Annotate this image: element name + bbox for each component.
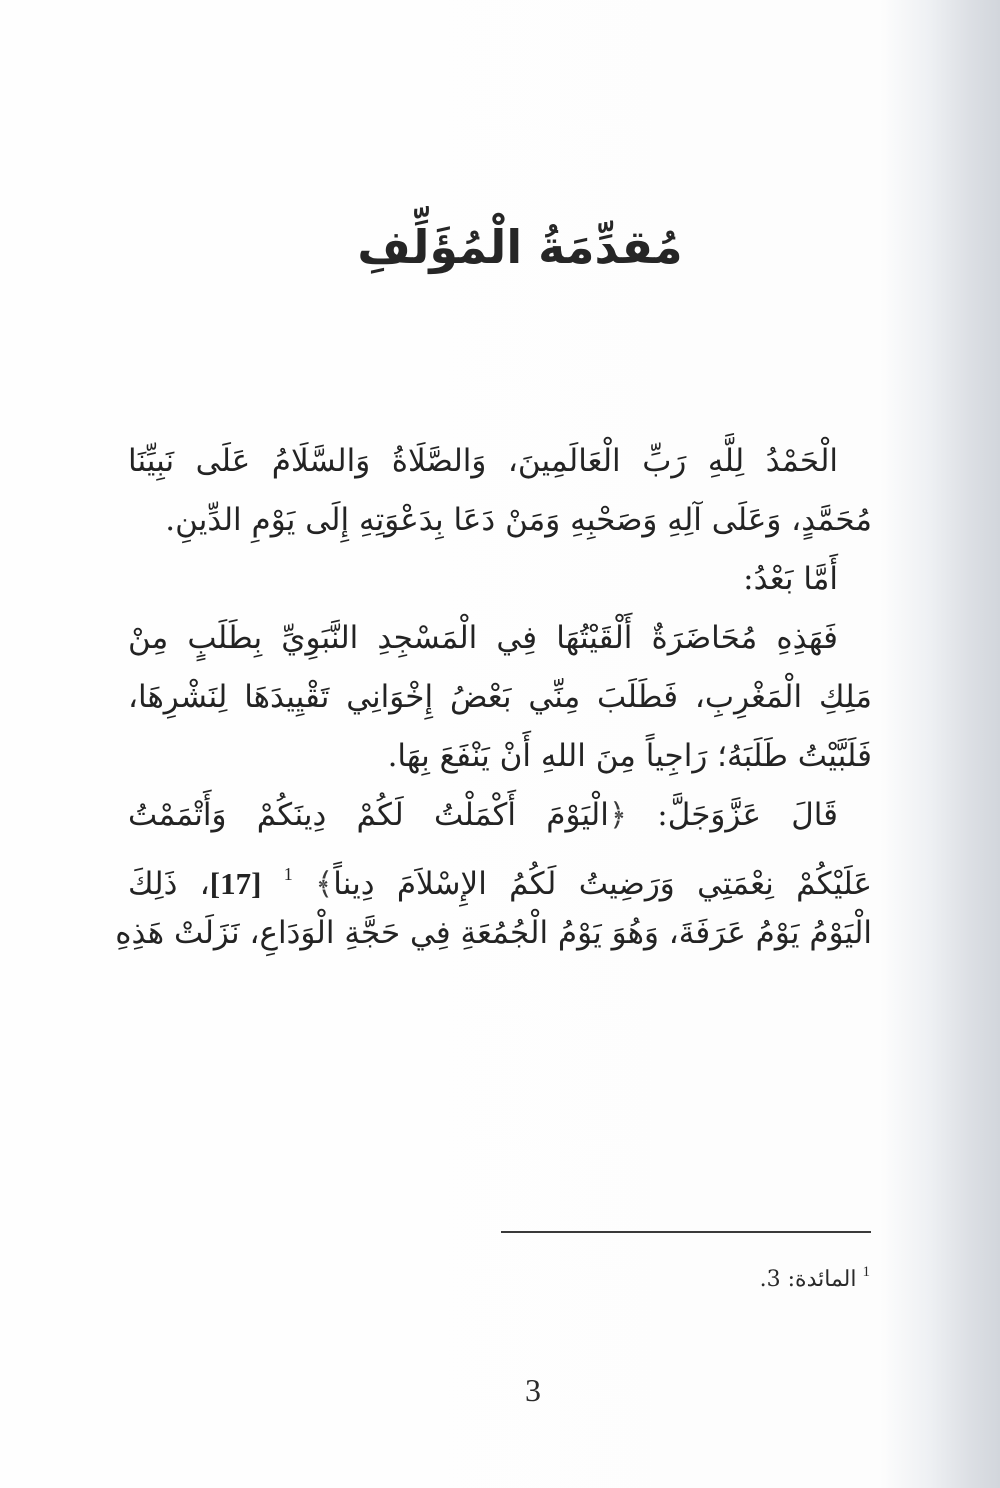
paragraph-1-line-2: مُحَمَّدٍ، وَعَلَى آلِهِ وَصَحْبِهِ وَمَنْ دَعَا بِدَعْوَتِهِ إِلَى يَوْمِ الدِّينِ. xyxy=(165,502,872,538)
paragraph-1-line-1: الْحَمْدُ لِلَّهِ رَبِّ الْعَالَمِينَ، وَالصَّلَاةُ وَالسَّلَامُ عَلَى نَبِيِّنَا xyxy=(128,443,838,479)
footnote-marker[interactable]: 1 xyxy=(283,864,293,884)
ornate-bracket-open-icon: ﴿ xyxy=(608,797,628,833)
footnote-text: المائدة: 3. xyxy=(759,1267,857,1292)
footnote-divider xyxy=(501,1231,871,1233)
paragraph-4-line-3: الْيَوْمُ يَوْمُ عَرَفَةَ، وَهُوَ يَوْمُ الْجُمُعَةِ فِي حَجَّةِ الْوَدَاعِ، نَزَلَتْ هَذِهِ xyxy=(115,915,872,951)
footnote-number: 1 xyxy=(862,1264,870,1280)
verse-reference: [17] xyxy=(209,866,262,901)
paragraph-4-line-2 xyxy=(128,845,872,904)
paragraph-3-line-3: فَلَبَّيْتُ طَلَبَهُ؛ رَاجِياً مِنَ اللهِ أَنْ يَنْفَعَ بِهَا. xyxy=(387,738,872,774)
page-title: مُقدِّمَةُ الْمُؤَلِّفِ xyxy=(357,220,683,274)
paragraph-3-line-2: مَلِكِ الْمَغْرِبِ، فَطَلَبَ مِنِّي بَعْضُ إِخْوَانِي تَقْيِيدَهَا لِنَشْرِهَا، xyxy=(128,679,872,715)
paragraph-3-line-1: فَهَذِهِ مُحَاضَرَةٌ أَلْقَيْتُهَا فِي الْمَسْجِدِ النَّبَوِيِّ بِطَلَبٍ مِنْ xyxy=(128,620,838,656)
ornate-bracket-close-icon: ﴾ xyxy=(315,866,334,902)
paragraph-4-line-1 xyxy=(128,786,872,845)
paragraph-2-line-1: أَمَّا بَعْدُ: xyxy=(743,561,838,597)
quran-verse-part-2: عَلَيْكُمْ نِعْمَتِي وَرَضِيتُ لَكُمُ الإِسْلاَمَ دِيناً xyxy=(333,866,873,902)
quote-intro: قَالَ عَزَّوَجَلَّ: xyxy=(627,797,839,833)
footnote xyxy=(560,1254,870,1298)
body-text xyxy=(115,432,873,963)
quran-verse-part-1: الْيَوْمَ أَكْمَلْتُ لَكُمْ دِينَكُمْ وَأَتْمَمْتُ xyxy=(128,797,609,833)
page-number: 3 xyxy=(525,1372,541,1408)
paragraph-4-line-2-suffix: ، ذَلِكَ xyxy=(128,866,210,902)
